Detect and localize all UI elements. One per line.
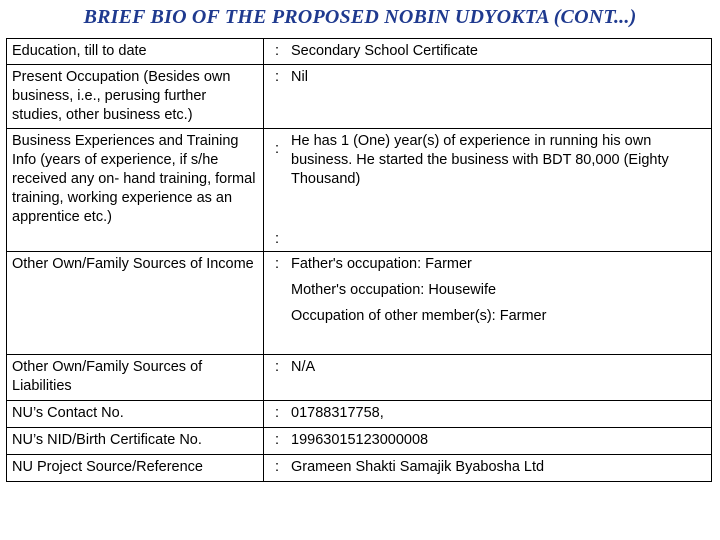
- table-row-contact: [7, 401, 712, 428]
- row-value: N/A: [291, 359, 316, 375]
- table-row-income-sources: [7, 252, 712, 355]
- row-label: NU Project Source/Reference: [7, 455, 264, 482]
- row-value: Nil: [291, 69, 308, 85]
- row-label: NU’s NID/Birth Certificate No.: [7, 428, 264, 455]
- table-row-project-source: [7, 455, 712, 482]
- row-label: Education, till to date: [7, 39, 264, 65]
- separator: :: [275, 459, 280, 475]
- separator: :: [275, 231, 280, 247]
- row-value: Grameen Shakti Samajik Byabosha Ltd: [291, 459, 545, 475]
- separator: :: [275, 432, 280, 448]
- table-row-business-experience: [7, 129, 712, 252]
- row-value: Secondary School Certificate: [291, 43, 478, 59]
- separator: :: [275, 43, 280, 59]
- page-title: BRIEF BIO OF THE PROPOSED NOBIN UDYOKTA (CONT...): [83, 6, 637, 28]
- separator: :: [275, 141, 280, 157]
- row-value: 01788317758,: [291, 405, 384, 421]
- bio-table: [6, 38, 712, 482]
- row-label: Other Own/Family Sources of Income: [7, 252, 264, 355]
- row-value: He has 1 (One) year(s) of experience in running his own business. He started the business with BDT 80,000 (Eighty Thousand): [291, 133, 669, 187]
- table-row-present-occupation: [7, 65, 712, 129]
- table-row-education: [7, 39, 712, 65]
- row-label: Present Occupation (Besides own business, i.e., perusing further studies, other business etc.): [7, 65, 264, 129]
- table-row-nid: [7, 428, 712, 455]
- separator: :: [275, 256, 280, 272]
- row-value: Mother's occupation: Housewife: [291, 282, 497, 298]
- row-value: Occupation of other member(s): Farmer: [291, 308, 547, 324]
- row-label: NU’s Contact No.: [7, 401, 264, 428]
- row-value: 19963015123000008: [291, 432, 429, 448]
- table-row-liabilities: [7, 355, 712, 401]
- separator: :: [275, 405, 280, 421]
- separator: :: [275, 69, 280, 85]
- row-value: Father's occupation: Farmer: [291, 256, 472, 272]
- separator: :: [275, 359, 280, 375]
- row-label: Business Experiences and Training Info (years of experience, if s/he received any on- hand training, formal training, working experience as an apprentice etc.): [7, 129, 264, 252]
- row-label: Other Own/Family Sources of Liabilities: [7, 355, 264, 401]
